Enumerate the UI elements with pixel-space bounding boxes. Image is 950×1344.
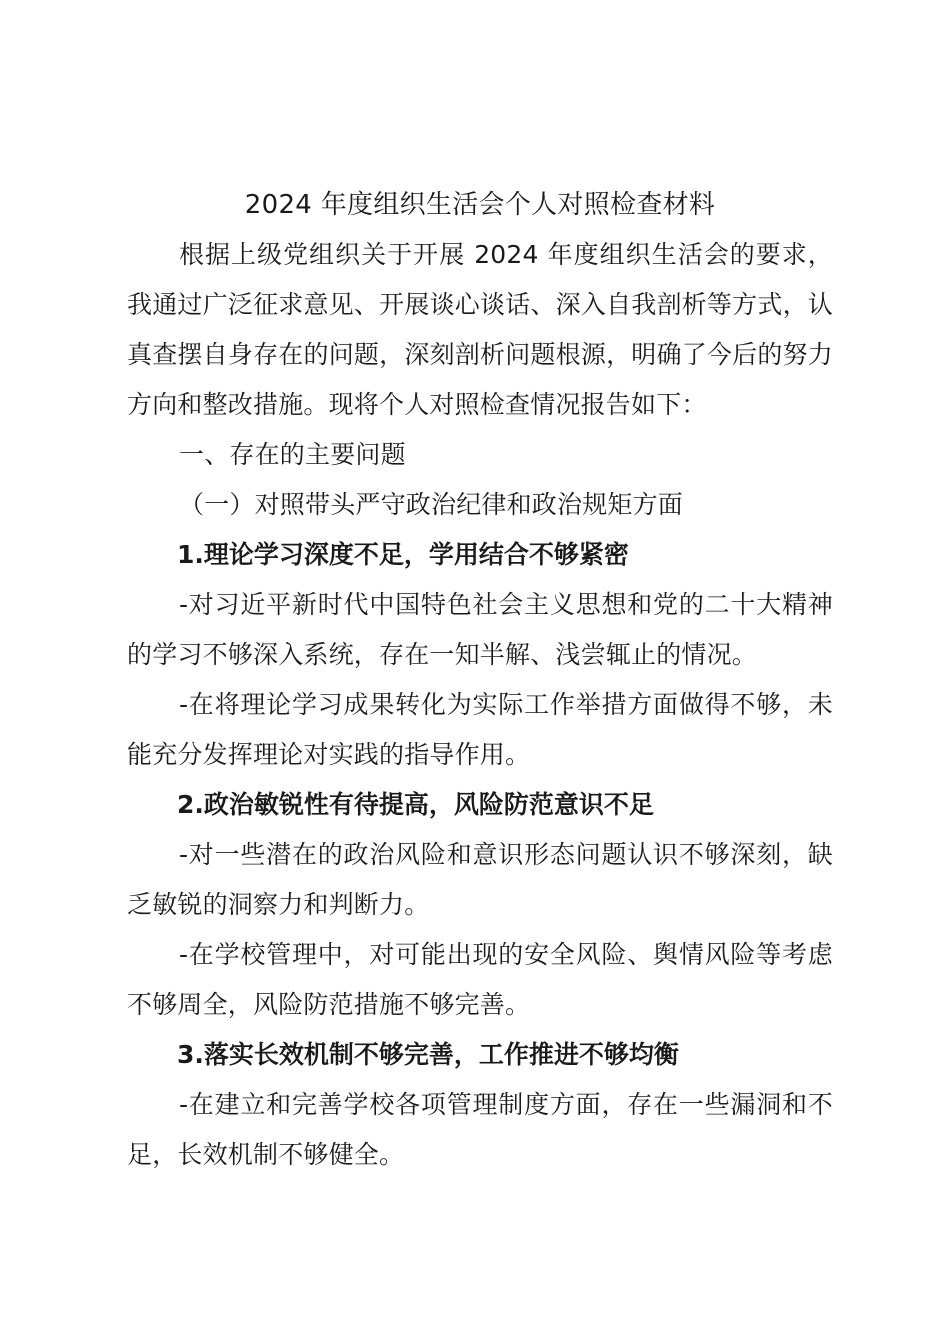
document-body [127,180,833,1180]
issue-item-2-2: -在学校管理中，对可能出现的安全风险、舆情风险等考虑不够周全，风险防范措施不够完善。 [127,940,833,1019]
subsection-heading: （一）对照带头严守政治纪律和政治规矩方面 [179,490,684,519]
issue-item-3-1: -在建立和完善学校各项管理制度方面，存在一些漏洞和不足，长效机制不够健全。 [127,1090,833,1169]
issue-item-2-1: -对一些潜在的政治风险和意识形态问题认识不够深刻，缺乏敏锐的洞察力和判断力。 [127,840,833,919]
issue-heading-1: 1.理论学习深度不足，学用结合不够紧密 [177,540,629,569]
issue-heading-3: 3.落实长效机制不够完善，工作推进不够均衡 [177,1040,679,1069]
document-title: 2024 年度组织生活会个人对照检查材料 [244,190,716,220]
issue-item-1-2: -在将理论学习成果转化为实际工作举措方面做得不够，未能充分发挥理论对实践的指导作用。 [127,690,833,769]
issue-item-1-1: -对习近平新时代中国特色社会主义思想和党的二十大精神的学习不够深入系统，存在一知半解、浅尝辄止的情况。 [127,590,833,669]
section-heading: 一、存在的主要问题 [179,440,406,469]
issue-heading-2: 2.政治敏锐性有待提高，风险防范意识不足 [177,790,654,819]
intro-paragraph: 根据上级党组织关于开展 2024 年度组织生活会的要求，我通过广泛征求意见、开展谈心谈话、深入自我剖析等方式，认真查摆自身存在的问题，深刻剖析问题根源，明确了今后的努力方向和整改措施。现将个人对照检查情况报告如下： [127,240,833,419]
